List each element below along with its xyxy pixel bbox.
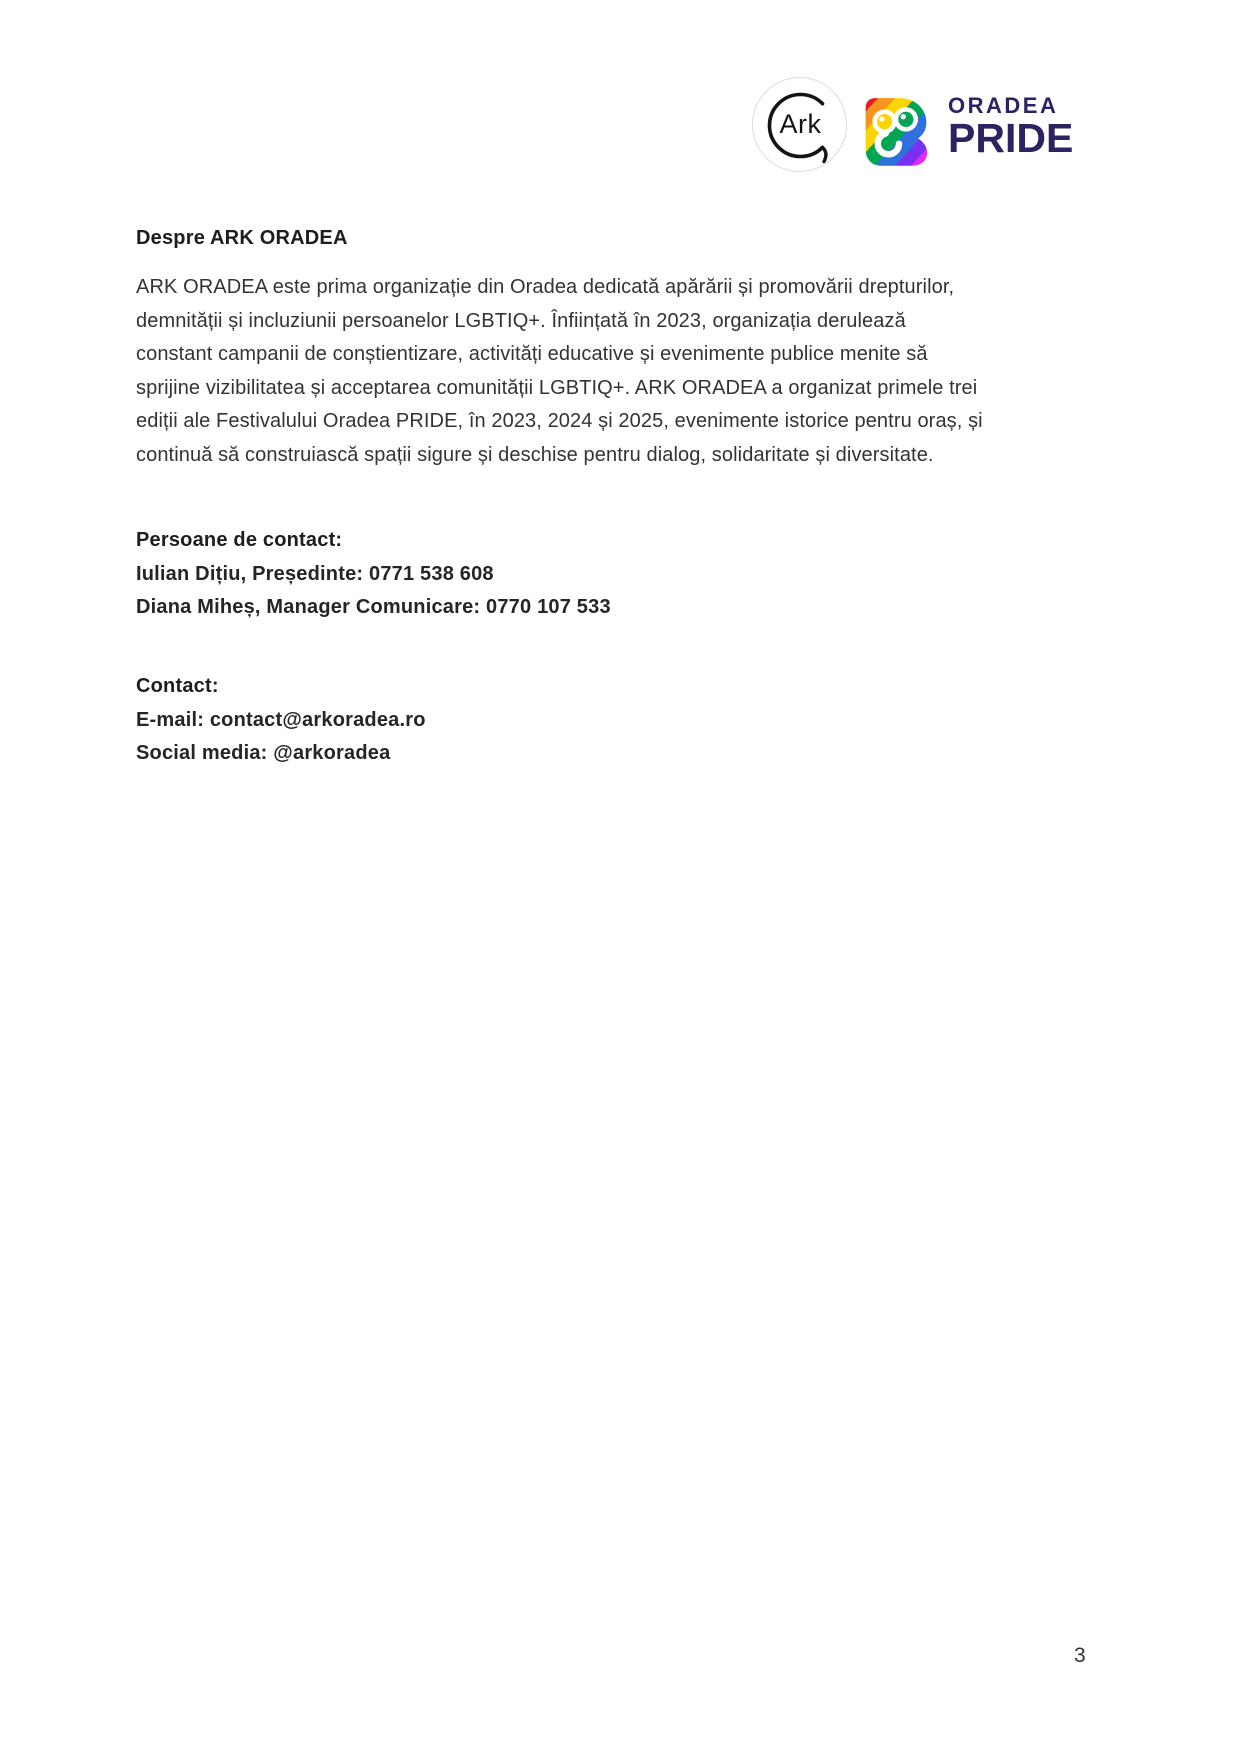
about-heading: Despre ARK ORADEA [136,227,348,249]
contact-section [136,670,426,771]
contact-person-line: Iulian Dițiu, Președinte: 0771 538 608 [136,562,494,585]
oradea-pride-logo [857,92,1073,168]
about-paragraph [136,271,983,473]
ark-logo [752,77,847,172]
ark-logo-label: Ark [779,109,822,139]
paragraph-line: ediții ale Festivalului Oradea PRIDE, în 2023, 2024 și 2025, evenimente istorice pentru oraș, și [136,410,983,433]
paragraph-line: ARK ORADEA este prima organizație din Oradea dedicată apărării și promovării drepturilor, [136,276,955,298]
contact-email-line: E-mail: contact@arkoradea.ro [136,708,426,731]
pride-wordmark [948,93,1074,161]
paragraph-line: demnității și incluziunii persoanelor LGBTIQ+. Înființată în 2023, organizația derulează [136,309,906,332]
pride-wordmark-line2: PRIDE [948,115,1074,161]
pride-heart-icon [857,92,935,168]
contact-persons-section [136,524,611,625]
page-number: 3 [1074,1644,1086,1667]
paragraph-line: constant campanii de conștientizare, activități educative și evenimente publice menite să [136,343,928,366]
paragraph-line: continuă să construiască spații sigure și deschise pentru dialog, solidaritate și diversitate. [136,443,934,466]
pride-wordmark-line1: ORADEA [948,93,1059,118]
contact-heading: Contact: [136,675,219,697]
contact-social-line: Social media: @arkoradea [136,742,391,765]
paragraph-line: sprijine vizibilitatea și acceptarea comunității LGBTIQ+. ARK ORADEA a organizat primele trei [136,376,978,399]
contact-persons-heading: Persoane de contact: [136,529,343,551]
contact-person-line: Diana Miheș, Manager Comunicare: 0770 107 533 [136,596,611,619]
